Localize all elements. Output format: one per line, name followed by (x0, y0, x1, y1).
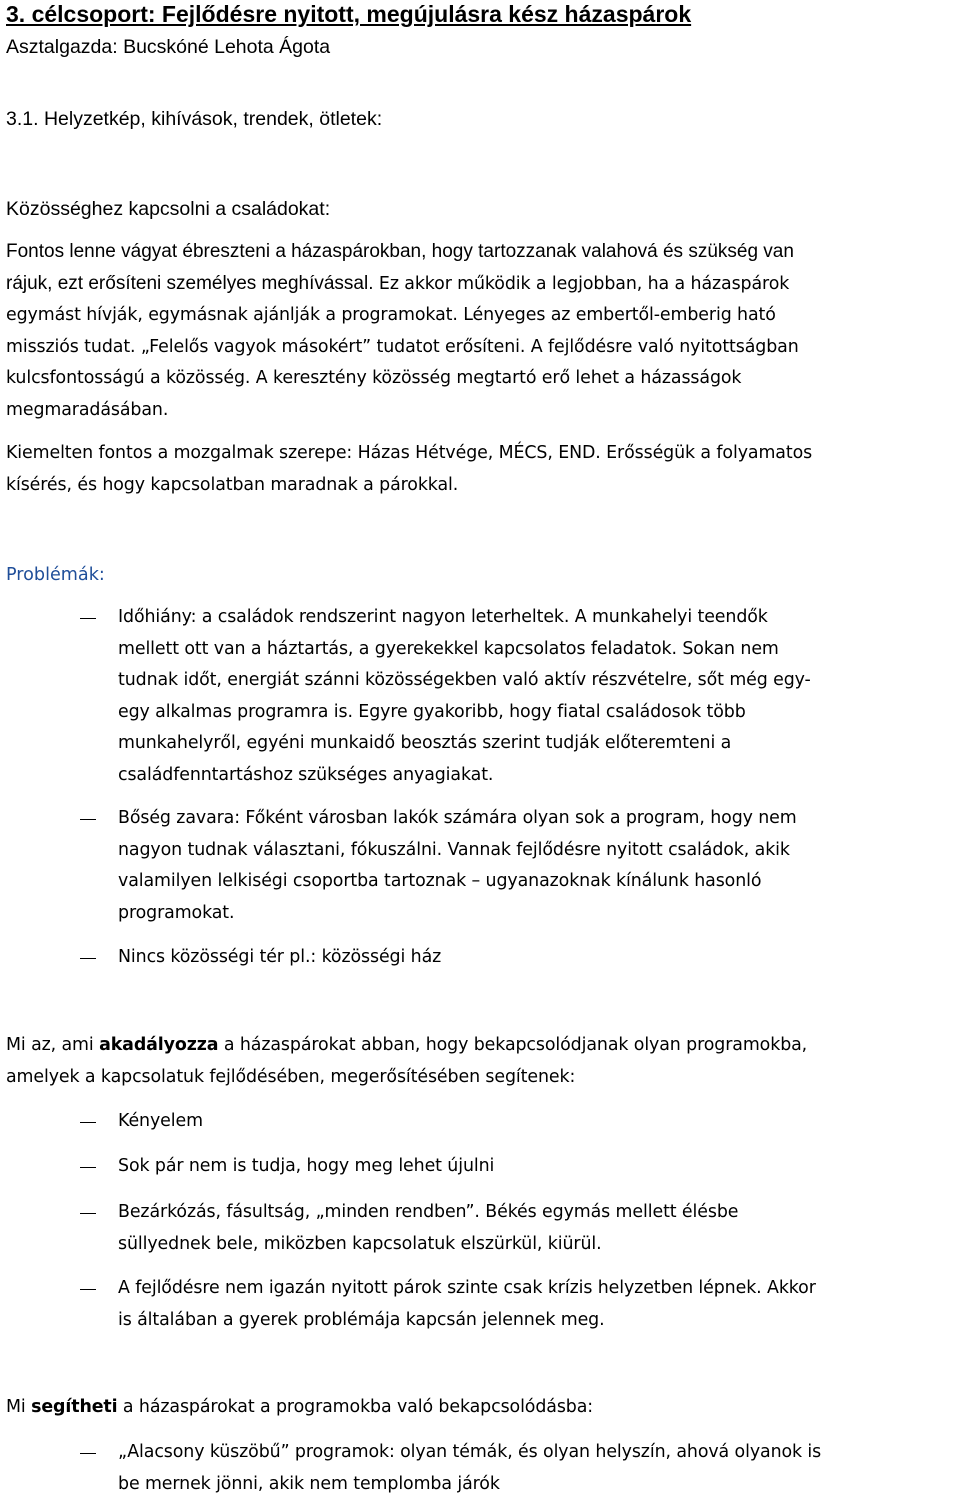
intro-text: rájuk, ezt erősíteni személyes meghívással. (6, 273, 374, 294)
question-text: a házaspárokat a programokba való bekapcsolódásba: (118, 1397, 594, 1417)
obstacle-line: is általában a gyerek problémája kapcsán jelennek meg. (118, 1305, 958, 1337)
helper-line: be mernek jönni, akik nem templomba járók (118, 1469, 958, 1500)
intro-line: Fontos lenne vágyat ébreszteni a házaspárokban, hogy tartozzanak valahová és szükség van (6, 236, 956, 268)
intro-line (6, 268, 956, 301)
dash-bullet-icon (80, 1151, 96, 1182)
question-emphasis: segítheti (31, 1397, 117, 1417)
obstacle-line: A fejlődésre nem igazán nyitott párok szinte csak krízis helyzetben lépnek. Akkor (118, 1273, 958, 1305)
obstacle-line: Bezárkózás, fásultság, „minden rendben”. Békés egymás mellett élésbe (118, 1197, 958, 1229)
problem-line: mellett ott van a háztartás, a gyerekekkel kapcsolatos feladatok. Sokan nem (118, 634, 958, 666)
problem-text (118, 602, 958, 791)
helper-text (118, 1437, 958, 1500)
intro-line: megmaradásában. (6, 395, 956, 427)
problem-line: programokat. (118, 898, 958, 930)
obstacle-text (118, 1106, 958, 1138)
movements-paragraph (6, 438, 956, 501)
intro-text: Ez akkor működik a legjobban, ha a házaspárok (374, 274, 790, 294)
intro-line: kulcsfontosságú a közösség. A keresztény közösség megtartó erő lehet a házasságok (6, 363, 956, 395)
problems-heading: Problémák: (6, 562, 105, 588)
intro-line: egymást hívják, egymásnak ajánlják a programokat. Lényeges az embertől-emberig ható (6, 300, 956, 332)
section-heading: 3.1. Helyzetkép, kihívások, trendek, ötletek: (6, 106, 382, 132)
dash-bullet-icon (80, 1273, 96, 1304)
helpers-question-line (6, 1392, 956, 1424)
problem-text (118, 942, 958, 974)
intro-paragraph (6, 236, 956, 426)
problem-line: tudnak időt, energiát szánni közösségekben való aktív részvételre, sőt még egy- (118, 665, 958, 697)
problem-line: Időhiány: a családok rendszerint nagyon leterheltek. A munkahelyi teendők (118, 602, 958, 634)
helpers-question (6, 1392, 956, 1424)
dash-bullet-icon (80, 1437, 96, 1468)
problem-line: Nincs közösségi tér pl.: közösségi ház (118, 942, 958, 974)
question-text: a házaspárokat abban, hogy bekapcsolódjanak olyan programokba, (218, 1035, 807, 1055)
table-host: Asztalgazda: Bucskóné Lehota Ágota (6, 34, 330, 60)
helper-line: „Alacsony küszöbű” programok: olyan témák, és olyan helyszín, ahová olyanok is (118, 1437, 958, 1469)
question-text: Mi az, ami (6, 1035, 99, 1055)
obstacle-text (118, 1151, 958, 1183)
movements-line: Kiemelten fontos a mozgalmak szerepe: Házas Hétvége, MÉCS, END. Erősségük a folyamatos (6, 438, 956, 470)
obstacles-question-line: amelyek a kapcsolatuk fejlődésében, megerősítésében segítenek: (6, 1062, 956, 1094)
problem-line: egy alkalmas programra is. Egyre gyakoribb, hogy fiatal családosok több (118, 697, 958, 729)
dash-bullet-icon (80, 803, 96, 834)
dash-bullet-icon (80, 1106, 96, 1137)
obstacle-line: Kényelem (118, 1106, 958, 1138)
obstacles-question-line (6, 1030, 956, 1062)
problem-line: valamilyen lelkiségi csoportba tartoznak – ugyanazoknak kínálunk hasonló (118, 866, 958, 898)
obstacle-text (118, 1197, 958, 1260)
dash-bullet-icon (80, 602, 96, 633)
question-emphasis: akadályozza (99, 1035, 218, 1055)
obstacle-text (118, 1273, 958, 1336)
problem-text (118, 803, 958, 929)
subheading: Közösséghez kapcsolni a családokat: (6, 196, 330, 222)
obstacle-line: Sok pár nem is tudja, hogy meg lehet újulni (118, 1151, 958, 1183)
dash-bullet-icon (80, 942, 96, 973)
obstacle-line: süllyednek bele, miközben kapcsolatuk elszürkül, kiürül. (118, 1229, 958, 1261)
problem-line: Bőség zavara: Főként városban lakók számára olyan sok a program, hogy nem (118, 803, 958, 835)
obstacles-question (6, 1030, 956, 1093)
dash-bullet-icon (80, 1197, 96, 1228)
movements-line: kísérés, és hogy kapcsolatban maradnak a párokkal. (6, 470, 956, 502)
document-title: 3. célcsoport: Fejlődésre nyitott, megújulásra kész házaspárok (6, 0, 691, 28)
problem-line: nagyon tudnak választani, fókuszálni. Vannak fejlődésre nyitott családok, akik (118, 835, 958, 867)
intro-line: missziós tudat. „Felelős vagyok másokért” tudatot erősíteni. A fejlődésre való nyitottságban (6, 332, 956, 364)
question-text: Mi (6, 1397, 31, 1417)
problem-line: családfenntartáshoz szükséges anyagiakat. (118, 760, 958, 792)
problem-line: munkahelyről, egyéni munkaidő beosztás szerint tudják előteremteni a (118, 728, 958, 760)
